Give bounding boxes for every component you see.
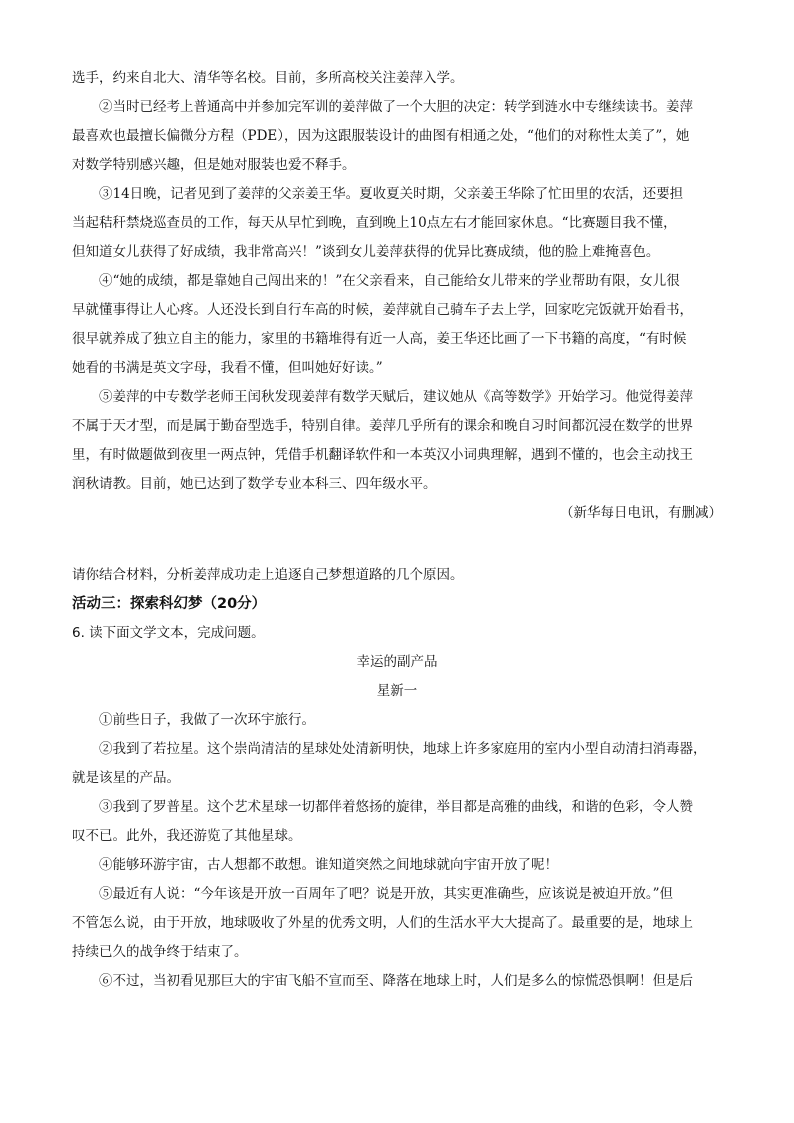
- text-line: 她看的书满是英文字母，我看不懂，但叫她好好读。”: [72, 360, 383, 376]
- text-line: ②我到了若拉星。这个崇尚清洁的星球处处清新明快，地球上许多家庭用的室内小型自动清扫消毒器，: [99, 741, 707, 757]
- q6-instruction: 6. 读下面文学文本，完成问题。: [72, 625, 265, 641]
- text-line: 选手，约来自北大、清华等名校。目前，多所高校关注姜萍入学。: [72, 70, 464, 86]
- text-line: 润秋请教。目前，她已达到了数学专业本科三、四年级水平。: [72, 476, 437, 492]
- activity-heading: 活动三：探索科幻梦（20分）: [72, 596, 267, 612]
- source-citation: （新华每日电讯，有删减）: [560, 505, 722, 521]
- text-line: ④“她的成绩，都是靠她自己闯出来的！”在父亲看来，自己能给女儿带来的学业帮助有限，女儿很: [99, 273, 680, 289]
- text-line: 很早就养成了独立自主的能力，家里的书籍堆得有近一人高，姜王华还比画了一下书籍的高度，“有时候: [72, 331, 687, 347]
- text-line: ②当时已经考上普通高中并参加完军训的姜萍做了一个大胆的决定：转学到涟水中专继续读书。姜萍: [99, 99, 693, 115]
- text-line: ④能够环游宇宙，古人想都不敢想。谁知道突然之间地球就向宇宙开放了呢！: [99, 857, 558, 873]
- text-line: 叹不已。此外，我还游览了其他星球。: [72, 828, 302, 844]
- text-line: 不属于天才型，而是属于勤奋型选手，特别自律。姜萍几乎所有的课余和晚自习时间都沉浸在数学的世界: [72, 418, 693, 434]
- question-section: [72, 561, 722, 706]
- text-line: ⑤最近有人说：“今年该是开放一百周年了吧？说是开放，其实更准确些，应该说是被迫开放。”但: [99, 886, 674, 902]
- text-line: 不管怎么说，由于开放，地球吸收了外星的优秀文明，人们的生活水平大大提高了。最重要的是，地球上: [72, 915, 693, 931]
- text-line: 早就懂事得让人心疼。人还没长到自行车高的时候，姜萍就自己骑车子去上学，回家吃完饭就开始看书，: [72, 302, 693, 318]
- text-line: ⑤姜萍的中专数学老师王闰秋发现姜萍有数学天赋后，建议她从《高等数学》开始学习。他觉得姜萍: [99, 389, 693, 405]
- text-line: 最喜欢也最擅长偏微分方程（PDE），因为这跟服装设计的曲图有相通之处，“他们的对称性太美了”，她: [72, 128, 690, 144]
- text-line: 就是该星的产品。: [72, 770, 180, 786]
- text-line: 但知道女儿获得了好成绩，我非常高兴！”谈到女儿姜萍获得的优异比赛成绩，他的脸上难掩喜色。: [72, 244, 660, 260]
- text-line: 当起秸秆禁烧巡查员的工作，每天从早忙到晚，直到晚上10点左右才能回家休息。“比赛题目我不懂，: [72, 215, 677, 231]
- text-line: ③14日晚，记者见到了姜萍的父亲姜王华。夏收夏关时期，父亲姜王华除了忙田里的农活，还要担: [99, 186, 684, 202]
- text-line: ⑥不过，当初看见那巨大的宇宙飞船不宣而至、降落在地球上时，人们是多么的惊慌恐惧啊！但是后: [99, 973, 693, 989]
- text-line: 里，有时做题做到夜里一两点钟，凭借手机翻译软件和一本英汉小词典理解，遇到不懂的，也会主动找王: [72, 447, 693, 463]
- text-line: 对数学特别感兴趣，但是她对服装也爱不释手。: [72, 157, 356, 173]
- story-author: 星新一: [376, 683, 418, 699]
- text-line: ①前些日子，我做了一次环宇旅行。: [99, 712, 315, 728]
- material-text: [72, 64, 722, 528]
- question-text: 请你结合材料，分析姜萍成功走上追逐自己梦想道路的几个原因。: [72, 567, 464, 583]
- text-line: 持续已久的战争终于结束了。: [72, 944, 248, 960]
- story-text: [72, 706, 722, 996]
- text-line: ③我到了罗普星。这个艺术星球一切都伴着悠扬的旋律，举目都是高雅的曲线，和谐的色彩，令人赞: [99, 799, 693, 815]
- story-title: 幸运的副产品: [356, 654, 438, 670]
